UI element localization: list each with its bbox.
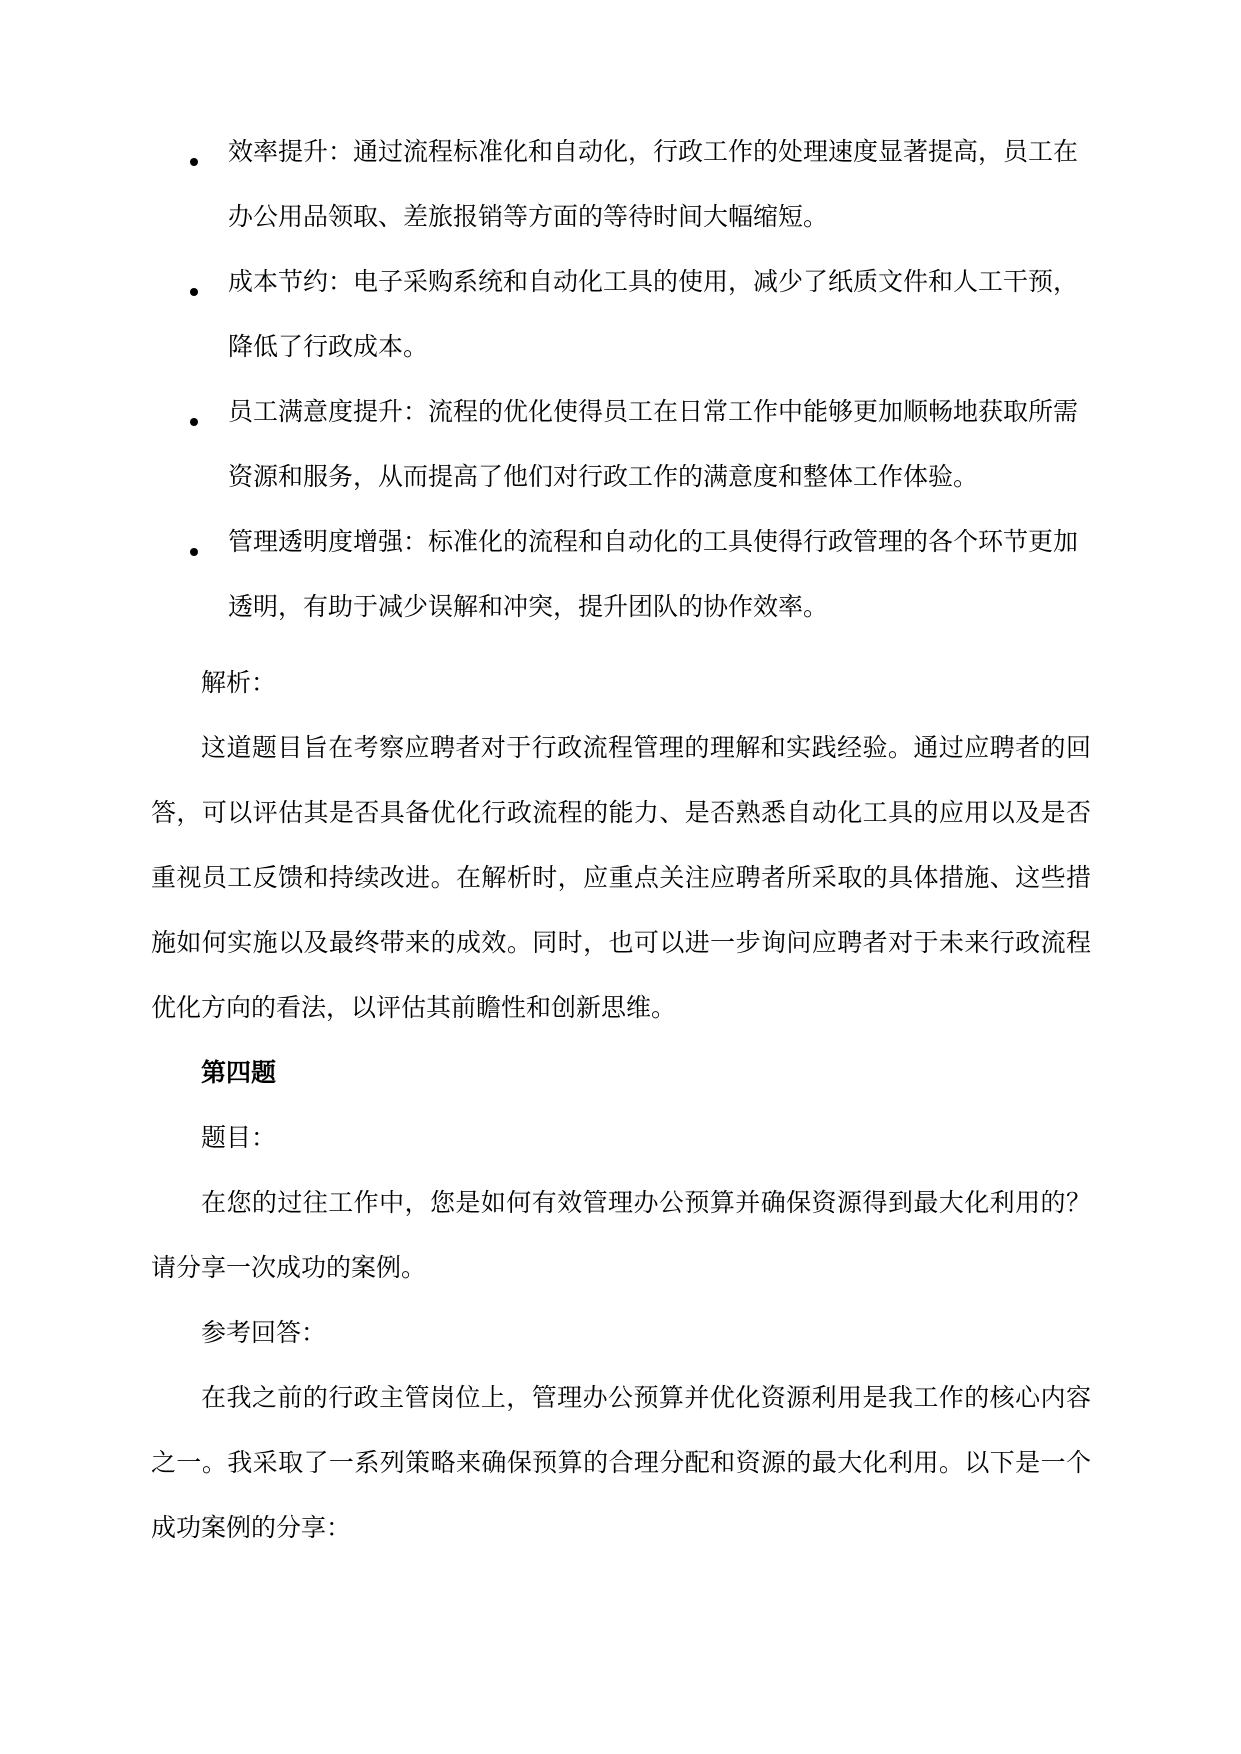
bullet-text: 管理透明度增强：标准化的流程和自动化的工具使得行政管理的各个环节更加透明，有助于减少误解和冲突，提升团队的协作效率。 (228, 527, 1079, 621)
bullet-text: 效率提升：通过流程标准化和自动化，行政工作的处理速度显著提高，员工在办公用品领取、差旅报销等方面的等待时间大幅缩短。 (228, 137, 1079, 231)
question-label: 题目： (201, 1123, 277, 1152)
bullet-text: 员工满意度提升：流程的优化使得员工在日常工作中能够更加顺畅地获取所需资源和服务，从而提高了他们对行政工作的满意度和整体工作体验。 (228, 397, 1079, 491)
question-paragraph: 在您的过往工作中，您是如何有效管理办公预算并确保资源得到最大化利用的？请分享一次成功的案例。 (151, 1188, 1091, 1282)
bullet-icon (190, 418, 198, 426)
analysis-label: 解析： (201, 668, 277, 697)
analysis-paragraph: 这道题目旨在考察应聘者对于行政流程管理的理解和实践经验。通过应聘者的回答，可以评估其是否具备优化行政流程的能力、是否熟悉自动化工具的应用以及是否重视员工反馈和持续改进。在解析时，应重点关注应聘者所采取的具体措施、这些措施如何实施以及最终带来的成效。同时，也可以进一步询问应聘者对于未来行政流程优化方向的看法，以评估其前瞻性和创新思维。 (151, 733, 1091, 1022)
answer-label: 参考回答： (201, 1318, 327, 1347)
section-heading: 第四题 (201, 1058, 277, 1087)
answer-paragraph: 在我之前的行政主管岗位上，管理办公预算并优化资源利用是我工作的核心内容之一。我采取了一系列策略来确保预算的合理分配和资源的最大化利用。以下是一个成功案例的分享： (151, 1383, 1091, 1542)
bullet-icon (190, 548, 198, 556)
bullet-icon (190, 158, 198, 166)
bullet-icon (190, 288, 198, 296)
bullet-text: 成本节约：电子采购系统和自动化工具的使用，减少了纸质文件和人工干预，降低了行政成本。 (228, 267, 1079, 361)
